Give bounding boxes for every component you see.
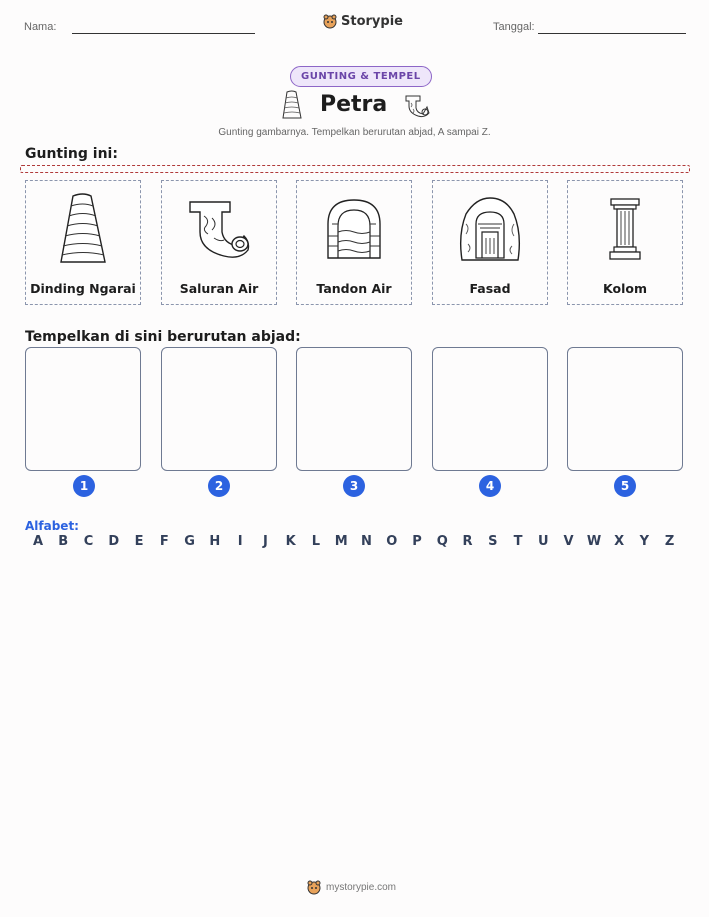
cut-card-3[interactable] xyxy=(296,180,412,305)
alphabet-letter: A xyxy=(32,534,44,549)
alphabet-letter: H xyxy=(209,534,221,549)
alphabet-letter: Y xyxy=(639,534,650,549)
slot-number-badge: 1 xyxy=(73,475,95,497)
alphabet-letter: J xyxy=(262,534,268,549)
card-label: Saluran Air xyxy=(179,281,259,296)
paste-heading: Tempelkan di sini berurutan abjad: xyxy=(25,329,301,345)
alphabet-letter: T xyxy=(513,534,523,549)
facade-icon xyxy=(448,187,532,271)
activity-badge: GUNTING & TEMPEL xyxy=(290,66,432,87)
storypie-mascot-icon xyxy=(323,14,337,29)
alphabet-letter: U xyxy=(538,534,549,549)
alphabet-letter: L xyxy=(311,534,321,549)
footer xyxy=(307,880,396,895)
cut-card-1[interactable] xyxy=(25,180,141,305)
paste-slot-1[interactable] xyxy=(25,347,141,471)
alphabet-letter: G xyxy=(184,534,195,549)
slot-number-badge: 2 xyxy=(208,475,230,497)
water-channel-icon xyxy=(177,187,261,271)
slot-number-badge: 4 xyxy=(479,475,501,497)
alphabet-letter: Q xyxy=(436,534,448,549)
alphabet-letter: M xyxy=(334,534,348,549)
alphabet-letter: I xyxy=(237,534,243,549)
alphabet-letter: C xyxy=(83,534,94,549)
slot-number-badge: 3 xyxy=(343,475,365,497)
alphabet-row xyxy=(31,534,677,549)
storypie-mascot-icon xyxy=(307,880,321,895)
date-label: Tanggal: xyxy=(493,21,535,33)
cistern-icon xyxy=(312,187,396,271)
alphabet-letter: X xyxy=(614,534,625,549)
cut-card-5[interactable] xyxy=(567,180,683,305)
alphabet-letter: F xyxy=(159,534,169,549)
alphabet-letter: E xyxy=(134,534,144,549)
cut-card-2[interactable] xyxy=(161,180,277,305)
name-label: Nama: xyxy=(24,21,57,33)
page-title: Petra xyxy=(320,92,388,117)
canyon-wall-icon xyxy=(281,90,303,124)
alphabet-letter: V xyxy=(563,534,574,549)
card-label: Fasad xyxy=(469,281,511,296)
alphabet-letter: N xyxy=(361,534,372,549)
alphabet-letter: K xyxy=(285,534,296,549)
card-label: Kolom xyxy=(603,281,647,296)
column-icon xyxy=(583,187,667,271)
footer-url[interactable]: mystorypie.com xyxy=(326,882,397,893)
alphabet-letter: O xyxy=(386,534,398,549)
cut-card-4[interactable] xyxy=(432,180,548,305)
cut-heading: Gunting ini: xyxy=(25,146,118,162)
slot-number-badge: 5 xyxy=(614,475,636,497)
alphabet-letter: S xyxy=(488,534,498,549)
date-line[interactable] xyxy=(538,33,686,34)
canyon-wall-icon xyxy=(41,187,125,271)
alphabet-heading: Alfabet: xyxy=(25,519,79,533)
brand-name: Storypie xyxy=(341,14,403,29)
brand-logo xyxy=(323,14,403,29)
name-line[interactable] xyxy=(72,33,255,34)
alphabet-letter: Z xyxy=(664,534,675,549)
water-channel-icon xyxy=(403,93,431,123)
alphabet-letter: R xyxy=(462,534,473,549)
cut-line[interactable] xyxy=(20,165,690,173)
instruction-text: Gunting gambarnya. Tempelkan berurutan abjad, A sampai Z. xyxy=(218,127,491,138)
paste-slot-3[interactable] xyxy=(296,347,412,471)
alphabet-letter: D xyxy=(108,534,120,549)
card-label: Tandon Air xyxy=(316,281,392,296)
alphabet-letter: W xyxy=(586,534,602,549)
card-label: Dinding Ngarai xyxy=(30,281,136,296)
alphabet-letter: B xyxy=(58,534,69,549)
alphabet-letter: P xyxy=(412,534,422,549)
paste-slot-5[interactable] xyxy=(567,347,683,471)
paste-slot-4[interactable] xyxy=(432,347,548,471)
paste-slot-2[interactable] xyxy=(161,347,277,471)
